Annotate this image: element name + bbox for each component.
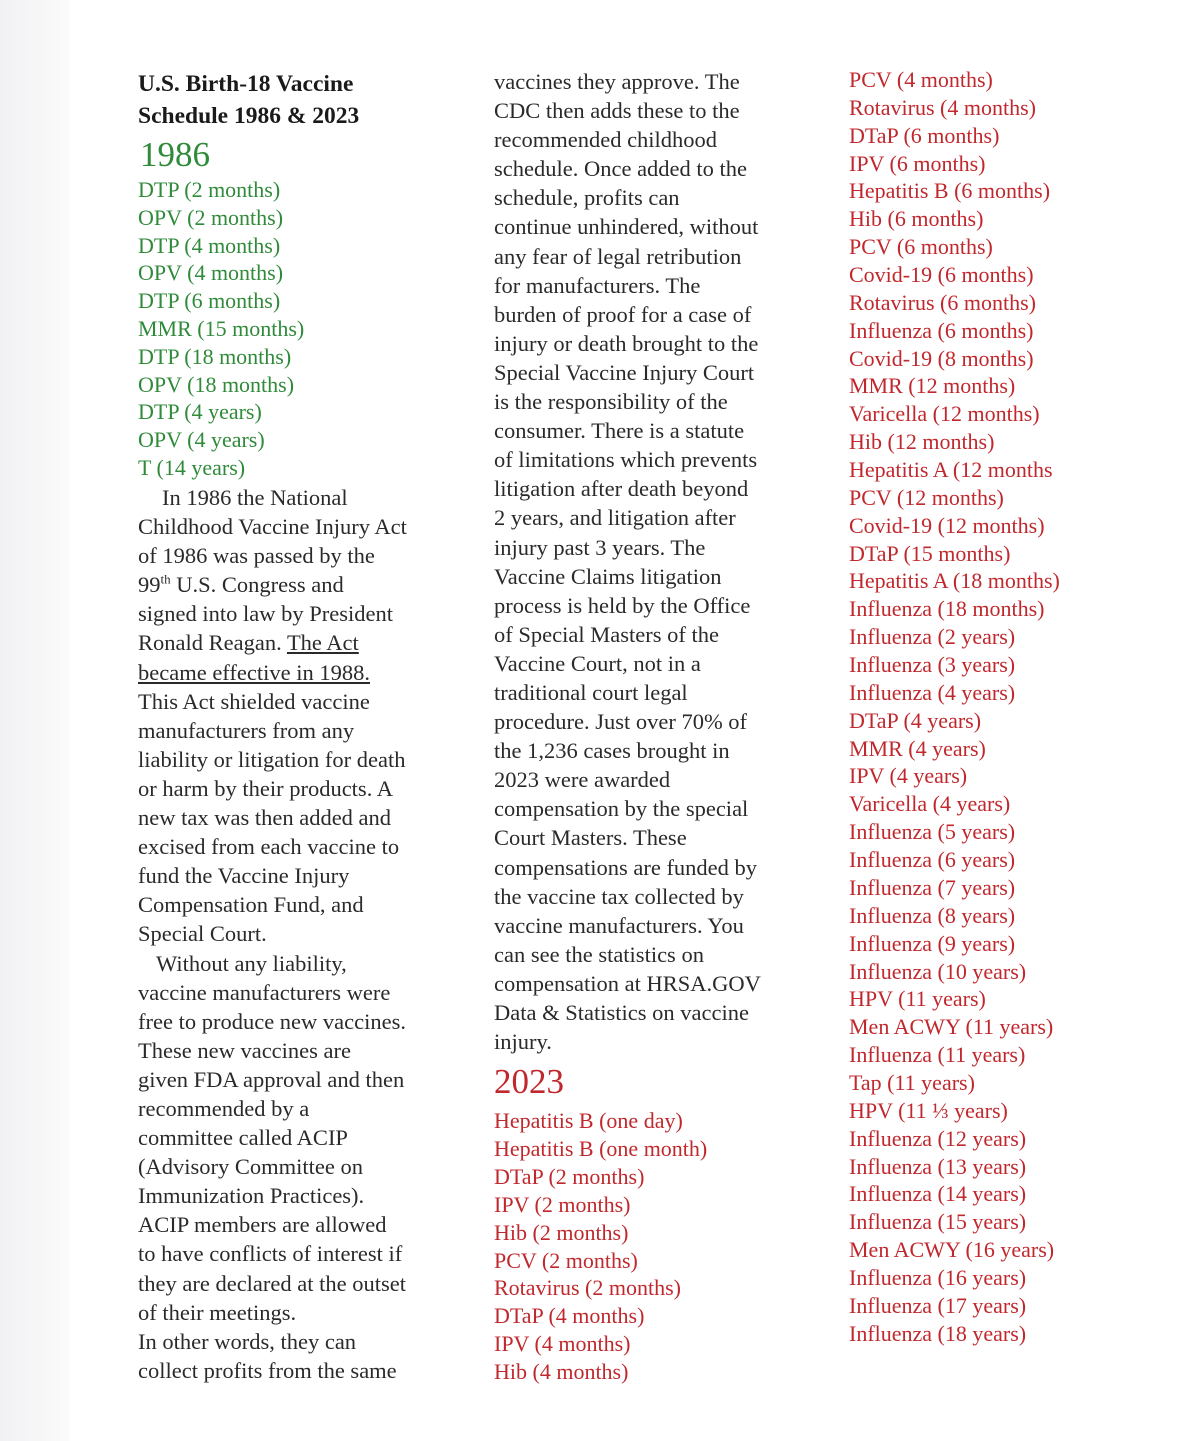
text-line: vaccines they approve. The <box>494 69 740 94</box>
text-line: liability or litigation for death <box>138 746 406 772</box>
vaccine-entry: Rotavirus (4 months) <box>849 94 1036 120</box>
vaccine-entry: DTP (18 months) <box>138 343 292 369</box>
vaccine-entry: MMR (15 months) <box>138 315 305 341</box>
text-line: the 1,236 cases brought in <box>494 738 730 764</box>
vaccine-entry: MMR (4 years) <box>849 735 986 761</box>
vaccine-entry: Hib (12 months) <box>849 429 995 455</box>
vaccine-entry: Influenza (3 years) <box>849 652 1016 678</box>
text-line: vaccine manufacturers were <box>138 979 391 1005</box>
text-line: procedure. Just over 70% of <box>494 709 748 735</box>
vaccine-entry: OPV (4 years) <box>138 427 265 453</box>
vaccine-entry: Hepatitis B (6 months) <box>849 178 1051 204</box>
text-line: collect profits from the same <box>138 1357 397 1383</box>
text-line: compensations are funded by <box>494 854 758 880</box>
vaccine-entry: DTP (4 years) <box>138 399 262 425</box>
vaccine-entry: Influenza (17 years) <box>849 1292 1027 1318</box>
text-line: or harm by their products. A <box>138 775 393 801</box>
vaccine-entry: Influenza (15 years) <box>849 1209 1027 1235</box>
vaccine-entry: DTP (6 months) <box>138 288 281 314</box>
vaccine-entry: Influenza (14 years) <box>849 1181 1027 1207</box>
vaccine-entry: IPV (6 months) <box>849 150 986 176</box>
vaccine-entry: Hepatitis B (one day) <box>494 1108 683 1133</box>
text-line: vaccine manufacturers. You <box>494 912 744 938</box>
text-fragment: Ronald Reagan. <box>138 630 282 656</box>
vaccine-entry: Influenza (12 years) <box>849 1125 1027 1151</box>
vaccine-entry: HPV (11 years) <box>849 986 986 1012</box>
text-line: of Special Masters of the <box>494 621 719 647</box>
vaccine-entry: OPV (2 months) <box>138 204 284 230</box>
vaccine-entry: Influenza (13 years) <box>849 1153 1027 1179</box>
vaccine-entry: PCV (6 months) <box>849 234 993 260</box>
vaccine-entry: Hepatitis A (12 months <box>849 457 1053 483</box>
text-line: traditional court legal <box>494 679 688 705</box>
vaccine-entry: Covid-19 (8 months) <box>849 345 1034 371</box>
text-line: (Advisory Committee on <box>138 1154 363 1180</box>
vaccine-entry: Covid-19 (12 months) <box>849 512 1045 538</box>
text-line: recommended by a <box>138 1095 310 1121</box>
text-line: In other words, they can <box>138 1328 357 1354</box>
text-line: CDC then adds these to the <box>494 98 740 124</box>
vaccine-entry: DTP (4 months) <box>138 232 281 258</box>
congress-suffix: th <box>160 571 171 587</box>
text-line: Court Masters. These <box>494 825 687 851</box>
vaccine-entry: DTaP (6 months) <box>849 122 1000 148</box>
text-line: given FDA approval and then <box>138 1066 405 1092</box>
text-line: to have conflicts of interest if <box>138 1241 403 1267</box>
text-line: signed into law by President <box>138 601 393 627</box>
left-body-text <box>138 483 438 1385</box>
vaccine-entry: Influenza (9 years) <box>849 930 1016 956</box>
vaccine-entry: PCV (12 months) <box>849 484 1004 510</box>
text-line: Immunization Practices). <box>138 1183 365 1209</box>
vaccine-entry: Hib (6 months) <box>849 206 984 232</box>
text-line: committee called ACIP <box>138 1125 348 1151</box>
text-line: injury. <box>494 1029 552 1055</box>
text-line: litigation after death beyond <box>494 476 749 502</box>
year-heading-2023: 2023 <box>494 1062 564 1101</box>
text-line: compensation at HRSA.GOV <box>494 970 761 996</box>
vaccine-entry: OPV (18 months) <box>138 371 295 397</box>
text-line: Vaccine Court, not in a <box>494 650 701 676</box>
title-line-1: U.S. Birth-18 Vaccine <box>138 71 354 97</box>
vaccine-entry: Influenza (2 years) <box>849 624 1016 650</box>
text-line: Childhood Vaccine Injury Act <box>138 514 407 540</box>
document-title <box>138 68 359 132</box>
text-line: Without any liability, <box>156 950 347 976</box>
text-line: Special Court. <box>138 921 267 947</box>
text-line: injury past 3 years. The <box>494 534 706 560</box>
text-line: of 1986 was passed by the <box>138 543 375 569</box>
schedule-2023-list-part1 <box>494 1107 707 1386</box>
text-line: 2 years, and litigation after <box>494 505 736 531</box>
text-line: This Act shielded vaccine <box>138 688 370 714</box>
vaccine-entry: IPV (2 months) <box>494 1191 631 1217</box>
text-line: consumer. There is a statute <box>494 418 745 444</box>
text-line: they are declared at the outset <box>138 1270 406 1296</box>
vaccine-entry: Rotavirus (2 months) <box>494 1275 681 1301</box>
vaccine-entry: Influenza (10 years) <box>849 958 1027 984</box>
text-line: schedule. Once added to the <box>494 156 748 182</box>
text-line: schedule, profits can <box>494 185 680 211</box>
vaccine-entry: HPV (11 ⅓ years) <box>849 1097 1008 1123</box>
vaccine-entry: Influenza (7 years) <box>849 874 1016 900</box>
text-line: free to produce new vaccines. <box>138 1008 406 1034</box>
text-line: Vaccine Claims litigation <box>494 563 722 589</box>
vaccine-entry: Hib (2 months) <box>494 1219 629 1245</box>
vaccine-entry: Influenza (11 years) <box>849 1042 1026 1068</box>
vaccine-entry: Hepatitis B (one month) <box>494 1135 708 1161</box>
text-line: fund the Vaccine Injury <box>138 863 350 889</box>
text-line: recommended childhood <box>494 127 718 153</box>
page-edge-shadow <box>0 0 70 1441</box>
text-line <box>138 570 438 599</box>
schedule-2023-list-part2 <box>849 66 1060 1348</box>
text-line: ACIP members are allowed <box>138 1212 387 1238</box>
vaccine-entry: Influenza (16 years) <box>849 1264 1027 1290</box>
text-line: Compensation Fund, and <box>138 892 364 918</box>
text-line: any fear of legal retribution <box>494 243 742 269</box>
vaccine-entry: Hib (4 months) <box>494 1359 629 1385</box>
vaccine-entry: Influenza (5 years) <box>849 819 1016 845</box>
vaccine-entry: DTaP (15 months) <box>849 540 1011 566</box>
vaccine-entry: DTaP (4 months) <box>494 1303 645 1329</box>
vaccine-entry: MMR (12 months) <box>849 373 1016 399</box>
vaccine-entry: DTaP (2 months) <box>494 1163 645 1189</box>
text-line: can see the statistics on <box>494 941 704 967</box>
vaccine-entry: IPV (4 years) <box>849 763 968 789</box>
vaccine-entry: Men ACWY (16 years) <box>849 1237 1055 1263</box>
text-line: the vaccine tax collected by <box>494 883 744 909</box>
text-line: 2023 were awarded <box>494 767 671 793</box>
text-line: excised from each vaccine to <box>138 834 400 860</box>
vaccine-entry: Influenza (8 years) <box>849 902 1016 928</box>
vaccine-entry: Influenza (4 years) <box>849 679 1016 705</box>
text-line: of their meetings. <box>138 1299 297 1325</box>
text-line: of limitations which prevents <box>494 447 758 473</box>
underlined-text: The Act <box>286 630 359 656</box>
text-line: new tax was then added and <box>138 805 392 831</box>
title-line-2: Schedule 1986 & 2023 <box>138 103 360 129</box>
vaccine-entry: Influenza (6 months) <box>849 317 1034 343</box>
text-line: burden of proof for a case of <box>494 301 752 327</box>
vaccine-entry: Hepatitis A (18 months) <box>849 568 1060 594</box>
vaccine-entry: Influenza (6 years) <box>849 847 1016 873</box>
vaccine-entry: IPV (4 months) <box>494 1331 631 1357</box>
text-fragment: U.S. Congress and <box>176 572 344 598</box>
text-line: compensation by the special <box>494 796 749 822</box>
text-line: continue unhindered, without <box>494 214 759 240</box>
text-line: In 1986 the National <box>162 485 348 510</box>
year-heading-1986: 1986 <box>140 135 210 174</box>
vaccine-entry: Influenza (18 years) <box>849 1320 1027 1346</box>
vaccine-entry: Rotavirus (6 months) <box>849 289 1036 315</box>
middle-body-text <box>494 67 794 1056</box>
vaccine-entry: Men ACWY (11 years) <box>849 1014 1054 1040</box>
text-line: Special Vaccine Injury Court <box>494 359 755 385</box>
text-line: is the responsibility of the <box>494 389 728 415</box>
vaccine-entry: PCV (4 months) <box>849 67 993 92</box>
congress-number: 99 <box>138 572 161 598</box>
text-line: Data & Statistics on vaccine <box>494 1000 749 1025</box>
text-line: These new vaccines are <box>138 1037 352 1063</box>
underlined-text: became effective in 1988. <box>138 659 370 685</box>
text-line: for manufacturers. The <box>494 272 701 298</box>
vaccine-entry: DTaP (4 years) <box>849 707 982 733</box>
vaccine-entry: T (14 years) <box>138 454 246 480</box>
text-line: manufacturers from any <box>138 717 355 743</box>
vaccine-entry: Covid-19 (6 months) <box>849 262 1034 288</box>
vaccine-entry: OPV (4 months) <box>138 260 284 286</box>
text-line <box>138 628 438 657</box>
text-line: injury or death brought to the <box>494 330 759 356</box>
vaccine-entry: Tap (11 years) <box>849 1069 975 1095</box>
vaccine-entry: DTP (2 months) <box>138 177 281 202</box>
vaccine-entry: Varicella (12 months) <box>849 401 1040 427</box>
vaccine-entry: Influenza (18 months) <box>849 596 1045 622</box>
vaccine-entry: Varicella (4 years) <box>849 791 1011 817</box>
text-line: process is held by the Office <box>494 592 751 618</box>
schedule-1986-list <box>138 176 304 482</box>
vaccine-entry: PCV (2 months) <box>494 1247 638 1273</box>
